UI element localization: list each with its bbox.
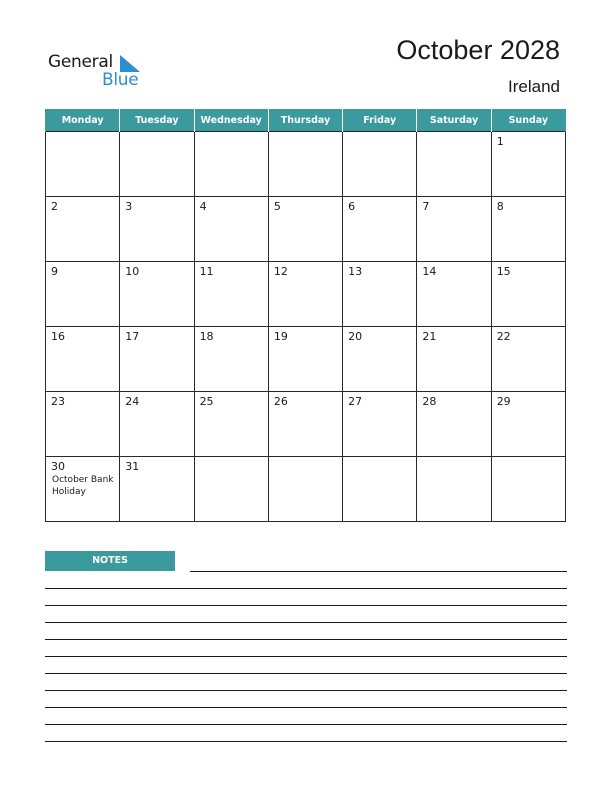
day-number: 5: [273, 200, 281, 213]
day-number: 20: [348, 330, 363, 343]
weekday-header: Wednesday: [194, 109, 268, 132]
weekday-header: Thursday: [268, 109, 342, 132]
weekday-header-row: [46, 109, 566, 132]
day-number: 31: [125, 460, 140, 473]
weekday-header: Friday: [343, 109, 417, 132]
week-row: [46, 262, 566, 327]
day-cell: [417, 132, 491, 197]
day-cell: [268, 327, 342, 392]
day-number: 11: [199, 265, 214, 278]
weekday-header: Tuesday: [120, 109, 194, 132]
note-line: [45, 707, 567, 708]
day-cell: [194, 457, 268, 522]
day-number: 30: [51, 460, 65, 473]
weekday-header: Monday: [46, 109, 120, 132]
note-line: [45, 622, 567, 623]
note-line: [45, 690, 567, 691]
day-cell: [343, 392, 417, 457]
day-number: 15: [496, 265, 511, 278]
day-cell: [417, 457, 491, 522]
day-number: 19: [273, 330, 288, 343]
day-number: 2: [51, 200, 58, 213]
day-number: 8: [496, 200, 504, 213]
note-line: [45, 673, 567, 674]
note-line: [45, 724, 567, 725]
day-number: 24: [125, 395, 140, 408]
day-number: 17: [125, 330, 140, 343]
day-number: 3: [125, 200, 133, 213]
logo-text-general: General: [48, 52, 113, 72]
day-number: 14: [422, 265, 437, 278]
day-number: 28: [422, 395, 437, 408]
day-cell: [194, 262, 268, 327]
week-row: [46, 392, 566, 457]
day-number: 6: [348, 200, 356, 213]
day-number: 27: [348, 395, 363, 408]
day-cell: [491, 457, 565, 522]
week-row: [46, 132, 566, 197]
month-title: October 2028: [396, 35, 560, 65]
day-cell: [268, 132, 342, 197]
day-cell: [46, 132, 120, 197]
day-cell: [46, 327, 120, 392]
weekday-header: Saturday: [417, 109, 491, 132]
day-cell: [417, 197, 491, 262]
day-cell: [120, 262, 194, 327]
day-number: 13: [348, 265, 363, 278]
note-line: [45, 588, 567, 589]
day-number: 4: [199, 200, 207, 213]
calendar-grid: [45, 109, 566, 522]
day-cell: [343, 197, 417, 262]
note-line: [190, 571, 567, 572]
day-cell: [417, 262, 491, 327]
day-cell: [194, 392, 268, 457]
day-cell: [194, 327, 268, 392]
day-cell: [46, 392, 120, 457]
notes-label: NOTES: [45, 551, 175, 571]
day-cell: [120, 132, 194, 197]
note-line: [45, 656, 567, 657]
day-cell: [343, 262, 417, 327]
day-number: 22: [496, 330, 511, 343]
week-row: [46, 457, 566, 522]
note-line: [45, 605, 567, 606]
day-number: 23: [51, 395, 65, 408]
country-label: Ireland: [508, 77, 560, 96]
week-row: [46, 197, 566, 262]
day-number: 7: [422, 200, 430, 213]
day-cell: [46, 262, 120, 327]
day-cell: [343, 327, 417, 392]
day-cell: [491, 132, 565, 197]
day-cell: [343, 457, 417, 522]
day-cell: [343, 132, 417, 197]
note-line: [45, 741, 567, 742]
day-cell: [491, 262, 565, 327]
note-line: [45, 639, 567, 640]
day-cell: [417, 392, 491, 457]
day-cell: [417, 327, 491, 392]
holiday-label: October Bank Holiday: [52, 475, 114, 497]
day-cell: [268, 262, 342, 327]
day-number: 12: [273, 265, 288, 278]
day-cell: [120, 392, 194, 457]
day-number: 1: [496, 135, 504, 148]
day-number: 16: [51, 330, 65, 343]
weekday-header: Sunday: [491, 109, 565, 132]
week-row: [46, 327, 566, 392]
day-cell: [194, 197, 268, 262]
day-cell: [268, 197, 342, 262]
day-number: 26: [273, 395, 288, 408]
day-cell: [491, 327, 565, 392]
day-cell: [120, 327, 194, 392]
day-cell: [194, 132, 268, 197]
day-cell: [268, 392, 342, 457]
day-cell: [491, 392, 565, 457]
brand-logo: [48, 52, 158, 92]
day-cell: [120, 197, 194, 262]
day-number: 10: [125, 265, 140, 278]
day-number: 18: [199, 330, 214, 343]
day-cell: [491, 197, 565, 262]
day-number: 25: [199, 395, 214, 408]
day-cell: [46, 457, 120, 522]
day-number: 21: [422, 330, 437, 343]
day-number: 9: [51, 265, 58, 278]
day-cell: [120, 457, 194, 522]
logo-text-blue: Blue: [102, 70, 139, 90]
day-cell: [46, 197, 120, 262]
day-cell: [268, 457, 342, 522]
day-number: 29: [496, 395, 511, 408]
